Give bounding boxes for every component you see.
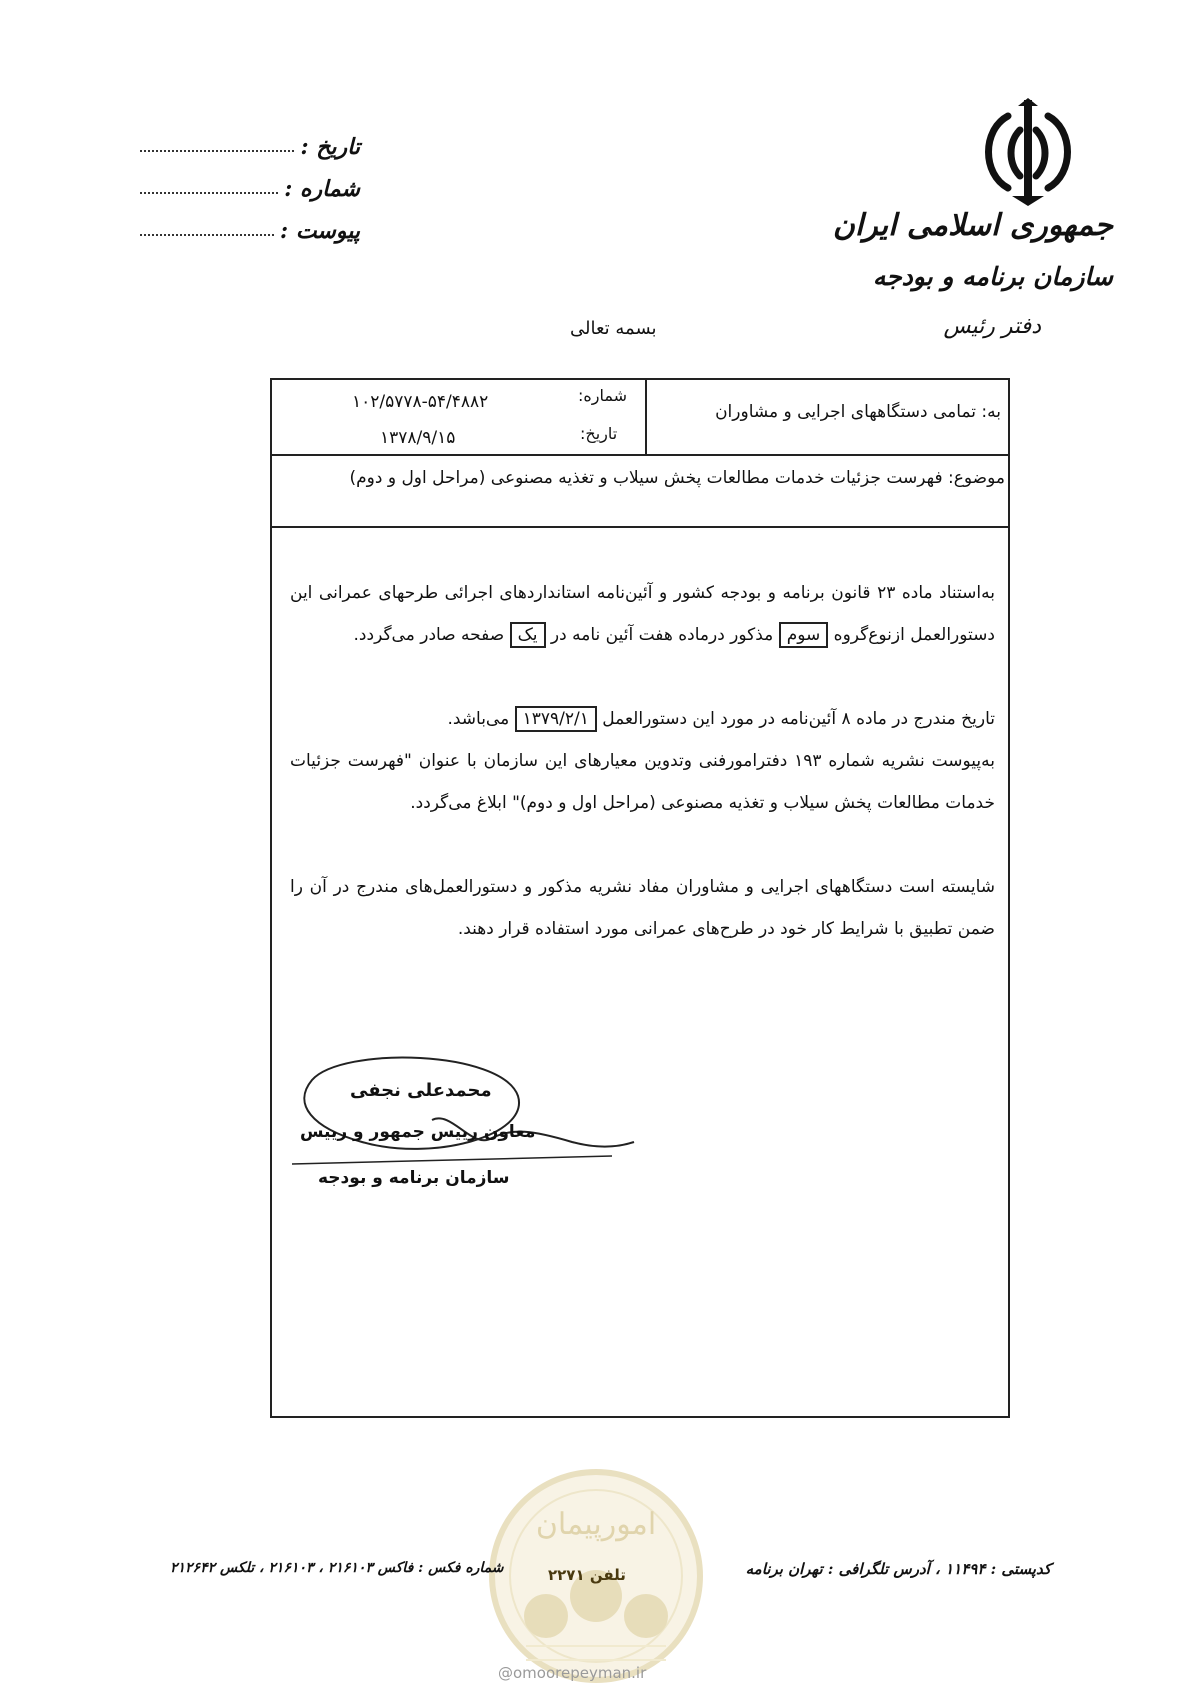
para1-text-c: صفحه صادر می‌گردد. bbox=[353, 625, 505, 645]
attachment-dotted-line bbox=[140, 234, 274, 236]
pages-box: یک bbox=[510, 622, 546, 648]
paragraph-4: شایسته است دستگاههای اجرایی و مشاوران مفاد نشریه مذکور و دستورالعمل‌های مندرج در آن را ضمن تطبیق با شرایط کار خود در طرح‌های عمرانی مورد استفاده قرار دهند. bbox=[290, 877, 995, 939]
signatory-name: محمدعلی نجفی bbox=[350, 1080, 492, 1101]
para1-text-b: مذکور درماده هفت آئین نامه در bbox=[550, 625, 774, 645]
group-box: سوم bbox=[779, 622, 829, 648]
attachment-label: پیوست : bbox=[280, 218, 360, 244]
svg-text:امورپیمان: امورپیمان bbox=[535, 1507, 657, 1542]
letter-date-label: تاریخ: bbox=[580, 424, 618, 443]
signatory-org: سازمان برنامه و بودجه bbox=[318, 1168, 510, 1188]
signatory-title: معاون رییس جمهور و رییس bbox=[300, 1122, 536, 1142]
letter-number-value: ۱۰۲/۵۷۷۸-۵۴/۴۸۸۲ bbox=[352, 392, 489, 412]
para1-text-a: به‌استناد ماده ۲۳ قانون برنامه و بودجه کشور و آئین‌نامه استانداردهای اجرائی طرحهای عمرانی این دستورالعمل ازنوع‌گروه bbox=[290, 583, 995, 645]
org-mpo-label: سازمان برنامه و بودجه bbox=[872, 262, 1113, 291]
watermark-phone: تلفن ۲۲۷۱ bbox=[548, 1566, 626, 1584]
para2-text-a: تاریخ مندرج در ماده ۸ آئین‌نامه در مورد این دستورالعمل bbox=[602, 709, 995, 729]
number-dotted-line bbox=[140, 192, 278, 194]
letter-date-value: ۱۳۷۸/۹/۱۵ bbox=[380, 428, 456, 448]
org-office-label: دفتر رئیس bbox=[943, 314, 1041, 339]
paragraph-1 bbox=[290, 572, 995, 656]
effective-date-box: ۱۳۷۹/۲/۱ bbox=[515, 706, 597, 732]
number-field bbox=[140, 168, 360, 202]
basmala: بسمه تعالی bbox=[570, 318, 657, 339]
para2-text-b: می‌باشد. bbox=[447, 709, 510, 729]
paragraph-2 bbox=[290, 698, 995, 740]
addressee: به: تمامی دستگاههای اجرایی و مشاوران bbox=[715, 402, 1001, 422]
date-dotted-line bbox=[140, 150, 294, 152]
header-divider bbox=[645, 378, 647, 456]
letter-subject: موضوع: فهرست جزئیات خدمات مطالعات پخش سیلاب و تغذیه مصنوعی (مراحل اول و دوم) bbox=[349, 468, 1005, 488]
attachment-field bbox=[140, 210, 360, 244]
org-republic-label: جمهوری اسلامی ایران bbox=[832, 208, 1113, 243]
paragraph-3: به‌پیوست نشریه شماره ۱۹۳ دفترامورفنی وتدوین معیارهای این سازمان با عنوان "فهرست جزئیات خدمات مطالعات پخش سیلاب و تغذیه مصنوعی (مراحل اول و دوم)" ابلاغ می‌گردد. bbox=[290, 751, 995, 813]
watermark-site: @omoorepeyman.ir bbox=[498, 1664, 647, 1682]
footer-fax-telex: شماره فکس : فاکس ۲۱۶۱۰۳ ، ۲۱۶۱۰۳ ، تلکس ۲۱۲۶۴۲ bbox=[170, 1560, 504, 1576]
number-label: شماره : bbox=[284, 176, 360, 202]
footer-postal-address: کدپستی : ۱۱۴۹۴ ، آدرس تلگرافی : تهران برنامه bbox=[745, 1560, 1051, 1578]
iran-emblem-icon bbox=[968, 96, 1088, 208]
date-label: تاریخ : bbox=[300, 134, 360, 160]
date-field bbox=[140, 126, 360, 160]
letter-number-label: شماره: bbox=[578, 386, 628, 405]
